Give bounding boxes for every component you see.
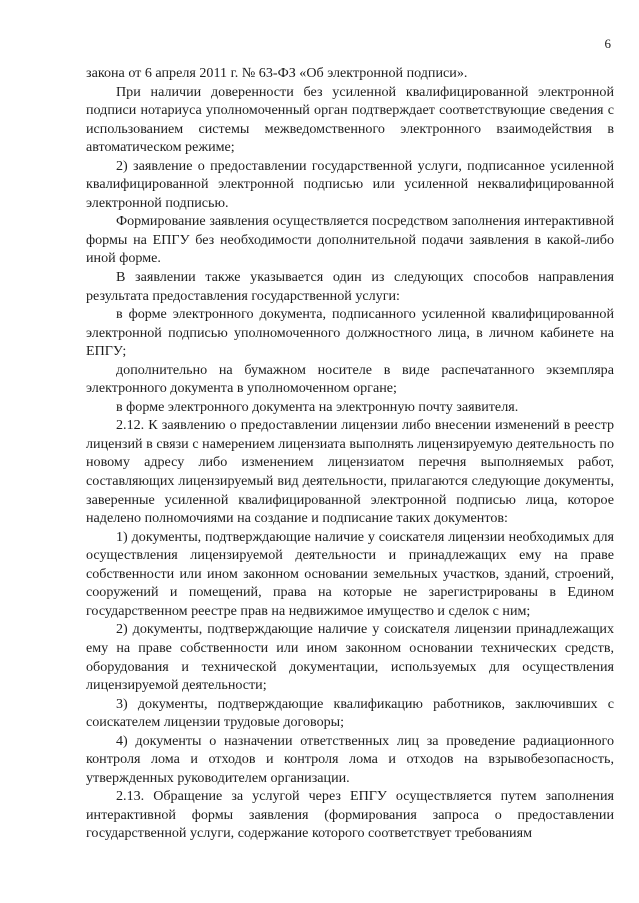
paragraph-method-email: в форме электронного документа на электронную почту заявителя.	[116, 398, 519, 415]
paragraph-item-1: 1) документы, подтверждающие наличие у соискателя лицензии необходимых для осуществления лицензируемой деятельности и принадлежащих ему на праве собственности или ином законном основании земельных участков, зданий, строений, сооружений и помещений, права на которые не зарегистрированы в Едином государственном реестре прав на недвижимое имущество и сделок с ним;	[86, 528, 614, 619]
paragraph-method-paper: дополнительно на бумажном носителе в виде распечатанного экземпляра электронного документа в уполномоченном органе;	[86, 361, 614, 397]
paragraph-item-2: 2) документы, подтверждающие наличие у соискателя лицензии принадлежащих ему на праве собственности или ином законном основании технических средств, оборудования и технической документации, используемых для осуществления лицензируемой деятельности;	[86, 621, 614, 694]
paragraph-item-3: 3) документы, подтверждающие квалификацию работников, заключивших с соискателем лицензии трудовые договоры;	[86, 695, 614, 731]
page-number: 6	[604, 36, 611, 51]
paragraph-clause-2-13: 2.13. Обращение за услугой через ЕПГУ осуществляется путем заполнения интерактивной формы заявления (формирования запроса о предоставлении государственной услуги, содержание которого соответствует требованиям	[86, 788, 614, 842]
paragraph-item-4: 4) документы о назначении ответственных лиц за проведение радиационного контроля лома и отходов и контроля лома и отходов на взрывобезопасность, утвержденных руководителем организации.	[86, 732, 614, 786]
paragraph-result-methods: В заявлении также указывается один из следующих способов направления результата предоставления государственной услуги:	[86, 269, 614, 304]
paragraph-method-epgu-cabinet: в форме электронного документа, подписанного усиленной квалифицированной электронной подписью уполномоченного должностного лица, в личном кабинете на ЕПГУ;	[86, 306, 614, 360]
document-body	[86, 64, 614, 843]
paragraph-form-filling: Формирование заявления осуществляется посредством заполнения интерактивной формы на ЕПГУ без необходимости дополнительной подачи заявления в какой-либо иной форме.	[86, 213, 614, 267]
paragraph-law-reference: закона от 6 апреля 2011 г. № 63-ФЗ «Об электронной подписи».	[86, 65, 468, 81]
paragraph-power-of-attorney: При наличии доверенности без усиленной квалифицированной электронной подписи нотариуса уполномоченный орган подтверждает соответствующие сведения с использованием системы межведомственного электронного взаимодействия в автоматическом режиме;	[86, 83, 614, 156]
paragraph-clause-2-12: 2.12. К заявлению о предоставлении лицензии либо внесении изменений в реестр лицензий в связи с намерением лицензиата выполнять лицензируемую деятельность по новому адресу либо изменением лицензиатом перечня выполняемых работ, составляющих лицензируемый вид деятельности, прилагаются следующие документы, заверенные усиленной квалифицированной электронной подписью лица, которое наделено полномочиями на создание и подписание таких документов:	[86, 417, 614, 527]
paragraph-application-signed: 2) заявление о предоставлении государственной услуги, подписанное усиленной квалифицированной электронной подписью или усиленной неквалифицированной электронной подписью.	[86, 157, 614, 211]
